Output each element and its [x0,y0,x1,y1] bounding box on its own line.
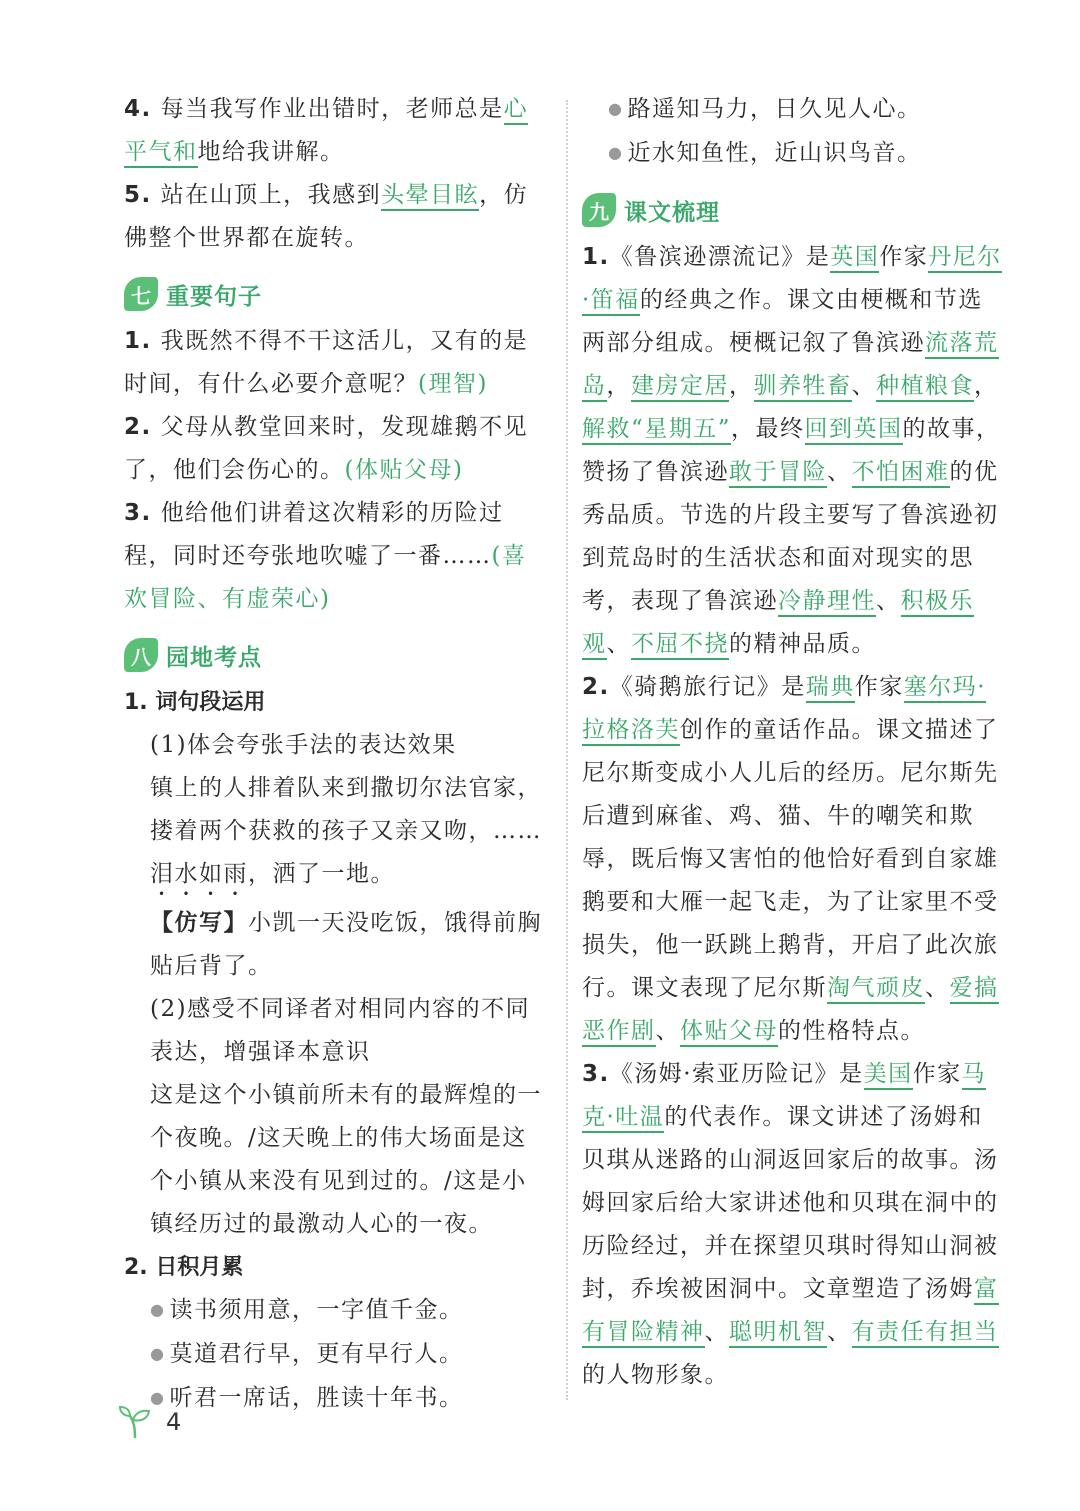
summary-2: 2.《骑鹅旅行记》是瑞典作家塞尔玛·拉格洛芙创作的童话作品。课文描述了尼尔斯变成小人儿后的经历。尼尔斯先后遭到麻雀、鸡、猫、牛的嘲笑和欺辱，既后悔又害怕的他恰好看到自家雄鹅要和大雁一起飞走，为了让家里不受损失，他一跃跳上鹅背，开启了此次旅行。课文表现了尼尔斯淘气顽皮、爱搞恶作剧、体贴父母的性格特点。 [582,666,1002,1053]
part-1-title: (1)体会夸张手法的表达效果 [150,732,457,758]
sprout-icon [118,1404,152,1440]
subheading-2: 2. 日积月累 [124,1255,244,1280]
part-2-title: (2)感受不同译者对相同内容的不同表达，增强译本意识 [150,996,531,1065]
left-column [124,88,544,1421]
section-title: 园地考点 [166,644,262,671]
page-footer [118,1404,181,1440]
section-9-header [582,190,1002,230]
proverb: ● 读书须用意，一字值千金。 [124,1289,544,1333]
imitation: 【仿写】小凯一天没吃饭，饿得前胸贴后背了。 [150,909,542,979]
sentence-3: 3. 他给他们讲着这次精彩的历险过程，同时还夸张地吹嘘了一番……(喜欢冒险、有虚荣心) [124,500,527,612]
section-title: 重要句子 [166,283,262,310]
proverb: ● 路遥知马力，日久见人心。 [582,88,1002,132]
item-4: 4. 每当我写作业出错时，老师总是心平气和地给我讲解。 [124,88,544,174]
section-8-header [124,635,544,675]
proverb: ● 莫道君行早，更有早行人。 [124,1333,544,1377]
section-badge: 九 [582,193,616,227]
column-divider [566,100,568,1400]
part-1-text: 镇上的人排着队来到撒切尔法官家，搂着两个获救的孩子又亲又吻，……泪水如雨，洒了一地。 [150,775,542,887]
sentence-2: 2. 父母从教堂回来时，发现雄鹅不见了，他们会伤心的。(体贴父母) [124,414,529,483]
part-2-text: 这是这个小镇前所未有的最辉煌的一个夜晚。/这天晚上的伟大场面是这个小镇从来没有见到过的。/这是小镇经历过的最激动人心的一夜。 [150,1082,542,1237]
summary-1: 1.《鲁滨逊漂流记》是英国作家丹尼尔·笛福的经典之作。课文由梗概和节选两部分组成。梗概记叙了鲁滨逊流落荒岛，建房定居，驯养牲畜、种植粮食，解救“星期五”，最终回到英国的故事，赞扬了鲁滨逊敢于冒险、不怕困难的优秀品质。节选的片段主要写了鲁滨逊初到荒岛时的生活状态和面对现实的思考，表现了鲁滨逊冷静理性、积极乐观、不屈不挠的精神品质。 [582,236,1002,666]
item-5: 5. 站在山顶上，我感到头晕目眩，仿佛整个世界都在旋转。 [124,182,529,251]
section-7-header [124,274,544,314]
proverb: ● 听君一席话，胜读十年书。 [124,1377,544,1421]
section-badge: 七 [124,277,158,311]
summary-3: 3.《汤姆·索亚历险记》是美国作家马克·吐温的代表作。课文讲述了汤姆和贝琪从迷路的山洞返回家后的故事。汤姆回家后给大家讲述他和贝琪在洞中的历险经过，并在探望贝琪时得知山洞被封，乔埃被困洞中。文章塑造了汤姆富有冒险精神、聪明机智、有责任有担当的人物形象。 [582,1061,999,1388]
right-column [582,88,1002,1397]
proverb: ● 近水知鱼性，近山识鸟音。 [582,132,1002,176]
section-title: 课文梳理 [624,199,720,226]
sentence-1: 1. 我既然不得不干这活儿，又有的是时间，有什么必要介意呢？(理智) [124,328,529,397]
subheading-1: 1. 词句段运用 [124,690,266,715]
section-badge: 八 [124,638,158,672]
page-number: 4 [166,1408,182,1436]
